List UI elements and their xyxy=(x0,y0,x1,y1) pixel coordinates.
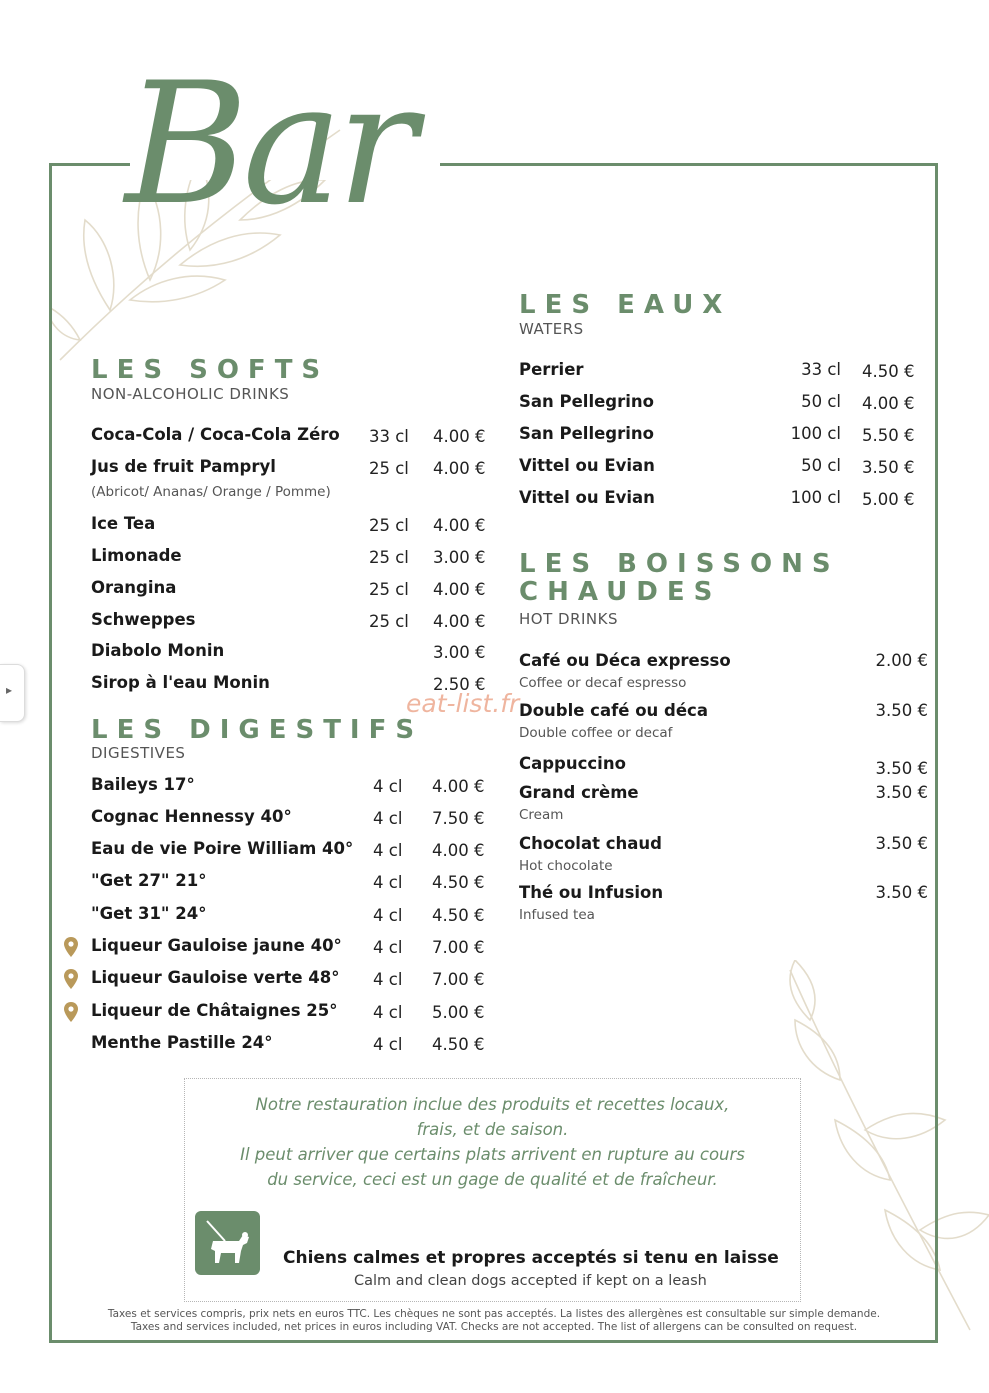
softs-item-price: 4.00 € xyxy=(433,612,486,631)
digestifs-item-price: 4.50 € xyxy=(432,906,485,925)
page-title: Bar xyxy=(125,46,411,242)
location-pin-icon xyxy=(64,937,78,957)
chevron-right-icon: ▸ xyxy=(6,683,13,697)
eaux-item-price: 5.50 € xyxy=(862,426,915,445)
chaudes-item-price: 3.50 € xyxy=(875,883,928,902)
chaudes-title-line2: CHAUDES xyxy=(519,577,722,607)
eaux-subtitle: WATERS xyxy=(519,320,584,338)
eaux-item-name: Vittel ou Evian xyxy=(519,488,655,507)
digestifs-item-price: 4.50 € xyxy=(432,873,485,892)
softs-item-price: 2.50 € xyxy=(433,675,486,694)
softs-item-qty: 33 cl xyxy=(369,427,409,446)
location-pin-icon xyxy=(64,1002,78,1022)
digestifs-subtitle: DIGESTIVES xyxy=(91,744,186,762)
softs-item-name: Sirop à l'eau Monin xyxy=(91,673,270,692)
eaux-item-name: Perrier xyxy=(519,360,584,379)
footer-fr: Taxes et services compris, prix nets en euros TTC. Les chèques ne sont pas acceptés. La listes des allergènes est consultable sur simple demande. xyxy=(107,1308,881,1320)
digestifs-item-name: Baileys 17° xyxy=(91,775,195,794)
eaux-title: LES EAUX xyxy=(519,290,732,320)
chaudes-item-note: Infused tea xyxy=(519,907,595,923)
dogs-policy-fr: Chiens calmes et propres acceptés si tenu en laisse xyxy=(283,1248,779,1268)
digestifs-item-price: 5.00 € xyxy=(432,1003,485,1022)
chaudes-item-name: Café ou Déca expresso xyxy=(519,651,731,670)
digestifs-item-qty: 4 cl xyxy=(373,809,403,828)
softs-item-price: 3.00 € xyxy=(433,643,486,662)
digestifs-item-name: Eau de vie Poire William 40° xyxy=(91,839,354,858)
chaudes-item-price: 3.50 € xyxy=(875,759,928,778)
chaudes-item-price: 3.50 € xyxy=(875,834,928,853)
digestifs-item-price: 7.00 € xyxy=(432,938,485,957)
eaux-item-qty: 33 cl xyxy=(801,360,841,379)
eaux-item-name: San Pellegrino xyxy=(519,424,654,443)
digestifs-item-qty: 4 cl xyxy=(373,1035,403,1054)
eaux-item-qty: 50 cl xyxy=(801,392,841,411)
side-expand-tab[interactable] xyxy=(0,664,25,722)
eaux-item-qty: 50 cl xyxy=(801,456,841,475)
chaudes-item-price: 3.50 € xyxy=(875,783,928,802)
footer-en: Taxes and services included, net prices in euros including VAT. Checks are not accepted. The list of allergens can be consulted on request. xyxy=(130,1321,858,1333)
digestifs-item-qty: 4 cl xyxy=(373,938,403,957)
chaudes-item-note: Coffee or decaf espresso xyxy=(519,675,687,691)
digestifs-item-qty: 4 cl xyxy=(373,777,403,796)
softs-item-name: Diabolo Monin xyxy=(91,641,225,660)
digestifs-item-name: Liqueur Gauloise verte 48° xyxy=(91,968,340,987)
chaudes-subtitle: HOT DRINKS xyxy=(519,610,618,628)
info-line-1: Notre restauration inclue des produits et recettes locaux, xyxy=(255,1095,730,1114)
chaudes-item-price: 3.50 € xyxy=(875,701,928,720)
softs-item-qty: 25 cl xyxy=(369,612,409,631)
softs-item-qty: 25 cl xyxy=(369,459,409,478)
softs-title: LES SOFTS xyxy=(91,355,330,385)
digestifs-title: LES DIGESTIFS xyxy=(91,715,424,745)
digestifs-item-qty: 4 cl xyxy=(373,906,403,925)
softs-item-price: 4.00 € xyxy=(433,516,486,535)
softs-item-qty: 25 cl xyxy=(369,516,409,535)
eaux-item-price: 3.50 € xyxy=(862,458,915,477)
softs-item-name: Coca-Cola / Coca-Cola Zéro xyxy=(91,425,340,444)
softs-item-name: Ice Tea xyxy=(91,514,156,533)
chaudes-item-price: 2.00 € xyxy=(875,651,928,670)
eaux-item-price: 4.00 € xyxy=(862,394,915,413)
chaudes-item-name: Chocolat chaud xyxy=(519,834,662,853)
softs-subtitle: NON-ALCOHOLIC DRINKS xyxy=(91,385,290,403)
digestifs-item-name: "Get 31" 24° xyxy=(91,904,207,923)
digestifs-item-name: Cognac Hennessy 40° xyxy=(91,807,292,826)
dog-leash-icon xyxy=(195,1211,260,1275)
chaudes-title-line1: LES BOISSONS xyxy=(519,549,840,579)
digestifs-item-price: 4.00 € xyxy=(432,777,485,796)
chaudes-item-note: Cream xyxy=(519,807,564,823)
eaux-item-price: 5.00 € xyxy=(862,490,915,509)
softs-item-name: Orangina xyxy=(91,578,177,597)
info-line-3: Il peut arriver que certains plats arrivent en rupture au cours xyxy=(240,1145,745,1164)
softs-item-qty: 25 cl xyxy=(369,548,409,567)
digestifs-item-name: Liqueur de Châtaignes 25° xyxy=(91,1001,338,1020)
chaudes-item-name: Cappuccino xyxy=(519,754,626,773)
chaudes-item-name: Grand crème xyxy=(519,783,639,802)
dog-icon-box xyxy=(195,1211,260,1275)
location-pin-icon xyxy=(64,969,78,989)
digestifs-item-name: "Get 27" 21° xyxy=(91,871,207,890)
softs-item-name: Jus de fruit Pampryl xyxy=(91,457,276,476)
softs-item-name: Schweppes xyxy=(91,610,196,629)
digestifs-item-price: 7.50 € xyxy=(432,809,485,828)
info-line-4: du service, ceci est un gage de qualité et de fraîcheur. xyxy=(267,1170,718,1189)
softs-item-price: 4.00 € xyxy=(433,580,486,599)
digestifs-item-name: Liqueur Gauloise jaune 40° xyxy=(91,936,342,955)
softs-item-name: Limonade xyxy=(91,546,182,565)
digestifs-item-qty: 4 cl xyxy=(373,873,403,892)
digestifs-item-price: 4.50 € xyxy=(432,1035,485,1054)
digestifs-item-name: Menthe Pastille 24° xyxy=(91,1033,273,1052)
chaudes-item-name: Double café ou déca xyxy=(519,701,708,720)
digestifs-item-qty: 4 cl xyxy=(373,1003,403,1022)
digestifs-item-price: 7.00 € xyxy=(432,970,485,989)
watermark: eat-list.fr xyxy=(406,689,520,718)
softs-item-price: 4.00 € xyxy=(433,459,486,478)
chaudes-item-note: Double coffee or decaf xyxy=(519,725,673,741)
digestifs-item-price: 4.00 € xyxy=(432,841,485,860)
digestifs-item-qty: 4 cl xyxy=(373,970,403,989)
eaux-item-name: San Pellegrino xyxy=(519,392,654,411)
dogs-policy-en: Calm and clean dogs accepted if kept on a leash xyxy=(354,1273,707,1289)
digestifs-item-qty: 4 cl xyxy=(373,841,403,860)
eaux-item-price: 4.50 € xyxy=(862,362,915,381)
chaudes-item-note: Hot chocolate xyxy=(519,858,613,874)
softs-item-price: 3.00 € xyxy=(433,548,486,567)
eaux-item-qty: 100 cl xyxy=(790,424,841,443)
softs-item-note: (Abricot/ Ananas/ Orange / Pomme) xyxy=(91,484,331,500)
softs-item-price: 4.00 € xyxy=(433,427,486,446)
info-line-2: frais, et de saison. xyxy=(416,1120,569,1139)
chaudes-item-name: Thé ou Infusion xyxy=(519,883,664,902)
eaux-item-qty: 100 cl xyxy=(790,488,841,507)
softs-item-qty: 25 cl xyxy=(369,580,409,599)
eaux-item-name: Vittel ou Evian xyxy=(519,456,655,475)
